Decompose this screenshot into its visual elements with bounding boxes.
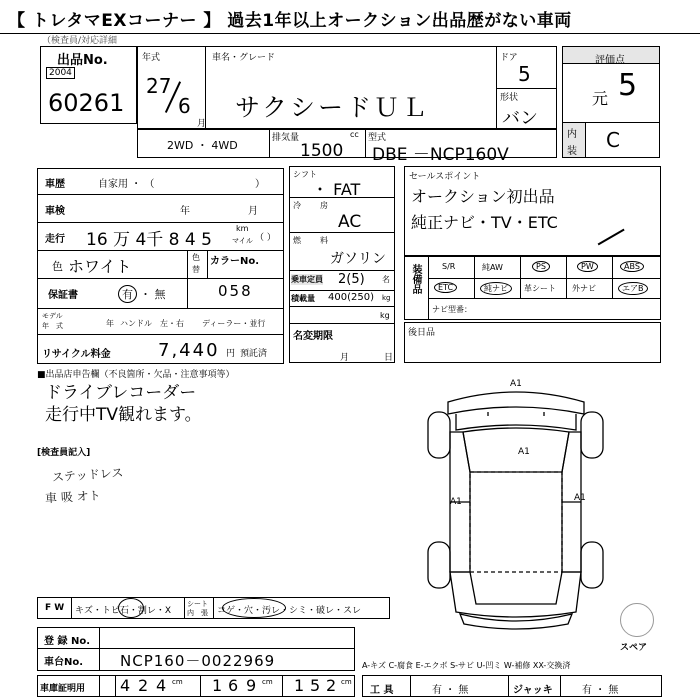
- equip-sr: S/R: [442, 262, 456, 271]
- damage-legend: A-キズ C-腐食 E-エクボ S-サビ U-凹ミ W-補修 XX-交換済: [362, 661, 571, 670]
- inspector-label: [検査員記入]: [37, 448, 91, 458]
- recycle-note: 預託済: [240, 349, 268, 359]
- warranty-label: 保証書: [48, 290, 78, 301]
- nenshiki-year: 27: [146, 74, 172, 98]
- model-year-handle: ハンドル 左・右: [120, 319, 184, 328]
- equip-aw: 純AW: [482, 263, 503, 272]
- interior-label-1: 内: [567, 129, 577, 140]
- garage-unit-3: cm: [341, 678, 352, 686]
- sales-point-line2: 純正ナビ・TV・ETC: [411, 213, 558, 232]
- garage-unit-2: cm: [262, 678, 273, 686]
- color-change-label-1: 色: [192, 253, 200, 262]
- capacity-unit: 名: [382, 275, 390, 284]
- mileage-value: 16 万 4千 8 4 5: [86, 230, 212, 250]
- garage-digit-2: 2: [138, 676, 149, 695]
- inspection-month: 月: [248, 206, 258, 217]
- equip-pw: PW: [577, 261, 598, 272]
- lot-number: 60261: [48, 89, 125, 117]
- equip-leather: 革シート: [524, 284, 556, 293]
- ac-label-1: 冷: [293, 201, 301, 210]
- interior-label-2: 装: [567, 146, 577, 157]
- mileage-unit-km: km: [236, 224, 249, 233]
- car-body-diagram: [408, 372, 623, 634]
- mileage-unit-mile: マイル: [232, 237, 253, 245]
- car-name-label: 車名・グレード: [212, 53, 276, 63]
- mileage-label: 走行: [45, 234, 65, 245]
- car-name-value: サクシードＵＬ: [235, 93, 431, 122]
- shape-label: 形状: [500, 93, 519, 103]
- top-cut-text: （検査員/対応詳細: [42, 36, 118, 46]
- score-value: 5: [618, 68, 638, 103]
- shape-value: バン: [502, 108, 538, 129]
- model-label: 型式: [368, 133, 387, 143]
- garage-digit-6: 9: [246, 676, 257, 695]
- fw-seat-items: コゲ・穴・汚レ・シミ・破レ・スレ: [217, 606, 362, 616]
- fw-label: F W: [45, 603, 65, 613]
- jack-label: ジャッキ: [513, 685, 553, 696]
- diagram-front-mark: A1: [510, 379, 522, 389]
- color-no-value: 058: [218, 282, 253, 300]
- capacity-value: 2(5): [338, 272, 365, 287]
- inspector-line1: ステッドレス: [51, 465, 124, 485]
- load-label: 積載量: [291, 294, 315, 303]
- mileage-paren: （ ）: [255, 233, 276, 243]
- warranty-no: ・ 無: [140, 288, 166, 301]
- nenshiki-month: 6: [178, 94, 191, 118]
- door-label: ドア: [500, 53, 518, 63]
- registration-label: 登 録 No.: [44, 636, 91, 647]
- garage-digit-8: 5: [310, 676, 321, 695]
- color-value: ホワイト: [68, 257, 132, 276]
- fw-seat-label-2: 内 張: [187, 609, 208, 617]
- chassis-label: 車台No.: [44, 657, 84, 668]
- diagram-left-mark: A1: [450, 497, 462, 507]
- fuel-label-2: 料: [320, 236, 328, 245]
- fw-seat-label-1: シート: [187, 600, 208, 608]
- garage-digit-7: 1: [294, 676, 305, 695]
- equipment-label: 装備品: [410, 264, 421, 294]
- inspector-line2: 車 吸 オト: [44, 488, 101, 506]
- garage-digit-5: 6: [228, 676, 239, 695]
- equip-nav-model: ナビ型番：: [432, 305, 472, 314]
- diagram-right-mark: A1: [518, 447, 530, 457]
- lot-year-tag: 2004: [46, 67, 75, 79]
- garage-unit-1: cm: [172, 678, 183, 686]
- color-change-label-2: 替: [192, 265, 200, 274]
- equip-etc: ETC: [434, 282, 457, 293]
- equip-ext-nav: 外ナビ: [572, 284, 596, 293]
- seat-circle-mark: [222, 598, 286, 618]
- fuel-label-1: 燃: [293, 236, 301, 245]
- score-mark: 元: [592, 89, 609, 108]
- interior-value: C: [606, 128, 620, 152]
- door-value: 5: [518, 62, 531, 86]
- model-year-unit: 年: [106, 319, 114, 328]
- name-change-day: 日: [384, 353, 394, 363]
- tools-value: 有 ・ 無: [432, 685, 469, 696]
- garage-label: 車庫証明用: [40, 684, 86, 694]
- load2-unit: kg: [380, 311, 390, 320]
- model-year-dealer: ディーラー・並行: [202, 319, 266, 328]
- shift-label: シフト: [293, 170, 317, 179]
- tools-label: 工 具: [370, 685, 394, 696]
- spare-tire-circle: [620, 603, 654, 637]
- ac-value: AC: [338, 212, 362, 232]
- after-sale-box: [404, 322, 661, 363]
- banner: [0, 0, 700, 34]
- name-change-label: 名変期限: [293, 331, 333, 342]
- equip-abs: ABS: [620, 261, 644, 272]
- equip-ps: PS: [532, 261, 550, 272]
- color-label: 色: [52, 260, 63, 273]
- load-value: 400(250): [328, 292, 374, 303]
- spare-label: スペア: [620, 643, 648, 653]
- fw-circle-mark: [118, 598, 144, 618]
- history-label: 車歴: [45, 179, 65, 190]
- displacement-unit: cc: [350, 130, 359, 139]
- recycle-label: リサイクル料金: [42, 349, 111, 360]
- inspection-year: 年: [180, 206, 190, 217]
- color-no-label: カラーNo.: [210, 256, 260, 267]
- recycle-unit: 円: [226, 349, 236, 359]
- ac-label-2: 房: [320, 201, 328, 210]
- garage-digit-9: 2: [326, 676, 337, 695]
- declaration-label: ■出品店申告欄（不良箇所・欠品・注意事項等）: [37, 370, 235, 380]
- garage-digit-3: 4: [156, 676, 167, 695]
- garage-digit-4: 1: [212, 676, 223, 695]
- name-change-month: 月: [340, 353, 350, 363]
- equip-airbag: エアB: [618, 282, 648, 295]
- recycle-value: 7,440: [158, 340, 220, 361]
- drive-label: 2WD ・ 4WD: [167, 139, 238, 152]
- sales-point-line1: オークション初出品: [411, 187, 555, 206]
- fuel-value: ガソリン: [330, 251, 386, 267]
- lot-box: [40, 46, 137, 124]
- load-unit: kg: [382, 294, 391, 302]
- lot-label: 出品No.: [57, 53, 108, 68]
- garage-digit-1: 4: [120, 676, 131, 695]
- warranty-yes: 有: [118, 285, 137, 303]
- equip-nav: 純ナビ: [480, 282, 512, 295]
- nenshiki-label: 年式: [142, 53, 161, 63]
- diagram-side-mark: A1: [574, 493, 586, 503]
- model-value: DBE －NCP160V: [372, 145, 509, 165]
- banner-text: 【 トレタマEXコーナー 】 過去1年以上オークション出品歴がない車両: [8, 11, 572, 31]
- inspection-label: 車検: [45, 206, 65, 217]
- declaration-line1: ドライブレコーダー: [45, 383, 197, 403]
- shift-value: ・ FAT: [312, 180, 361, 199]
- history-value: 自家用 ・ （: [98, 179, 155, 190]
- displacement-value: 1500: [300, 141, 344, 161]
- displacement-label: 排気量: [272, 133, 300, 143]
- model-year-label-2: 年 式: [42, 322, 63, 330]
- chassis-value: NCP160－0022969: [120, 652, 276, 670]
- history-close: ）: [255, 179, 265, 190]
- after-sale-label: 後日品: [408, 328, 436, 338]
- score-label: 評価点: [595, 55, 625, 66]
- model-year-label-1: モデル: [42, 312, 63, 320]
- jack-value: 有 ・ 無: [582, 685, 619, 696]
- fw-items: キズ・トビ石・割レ・X: [75, 606, 171, 616]
- capacity-label: 乗車定員: [291, 275, 323, 284]
- nenshiki-month-unit: 月: [197, 119, 207, 129]
- sales-point-label: セールスポイント: [409, 172, 481, 182]
- declaration-line2: 走行中TV観れます。: [45, 405, 202, 425]
